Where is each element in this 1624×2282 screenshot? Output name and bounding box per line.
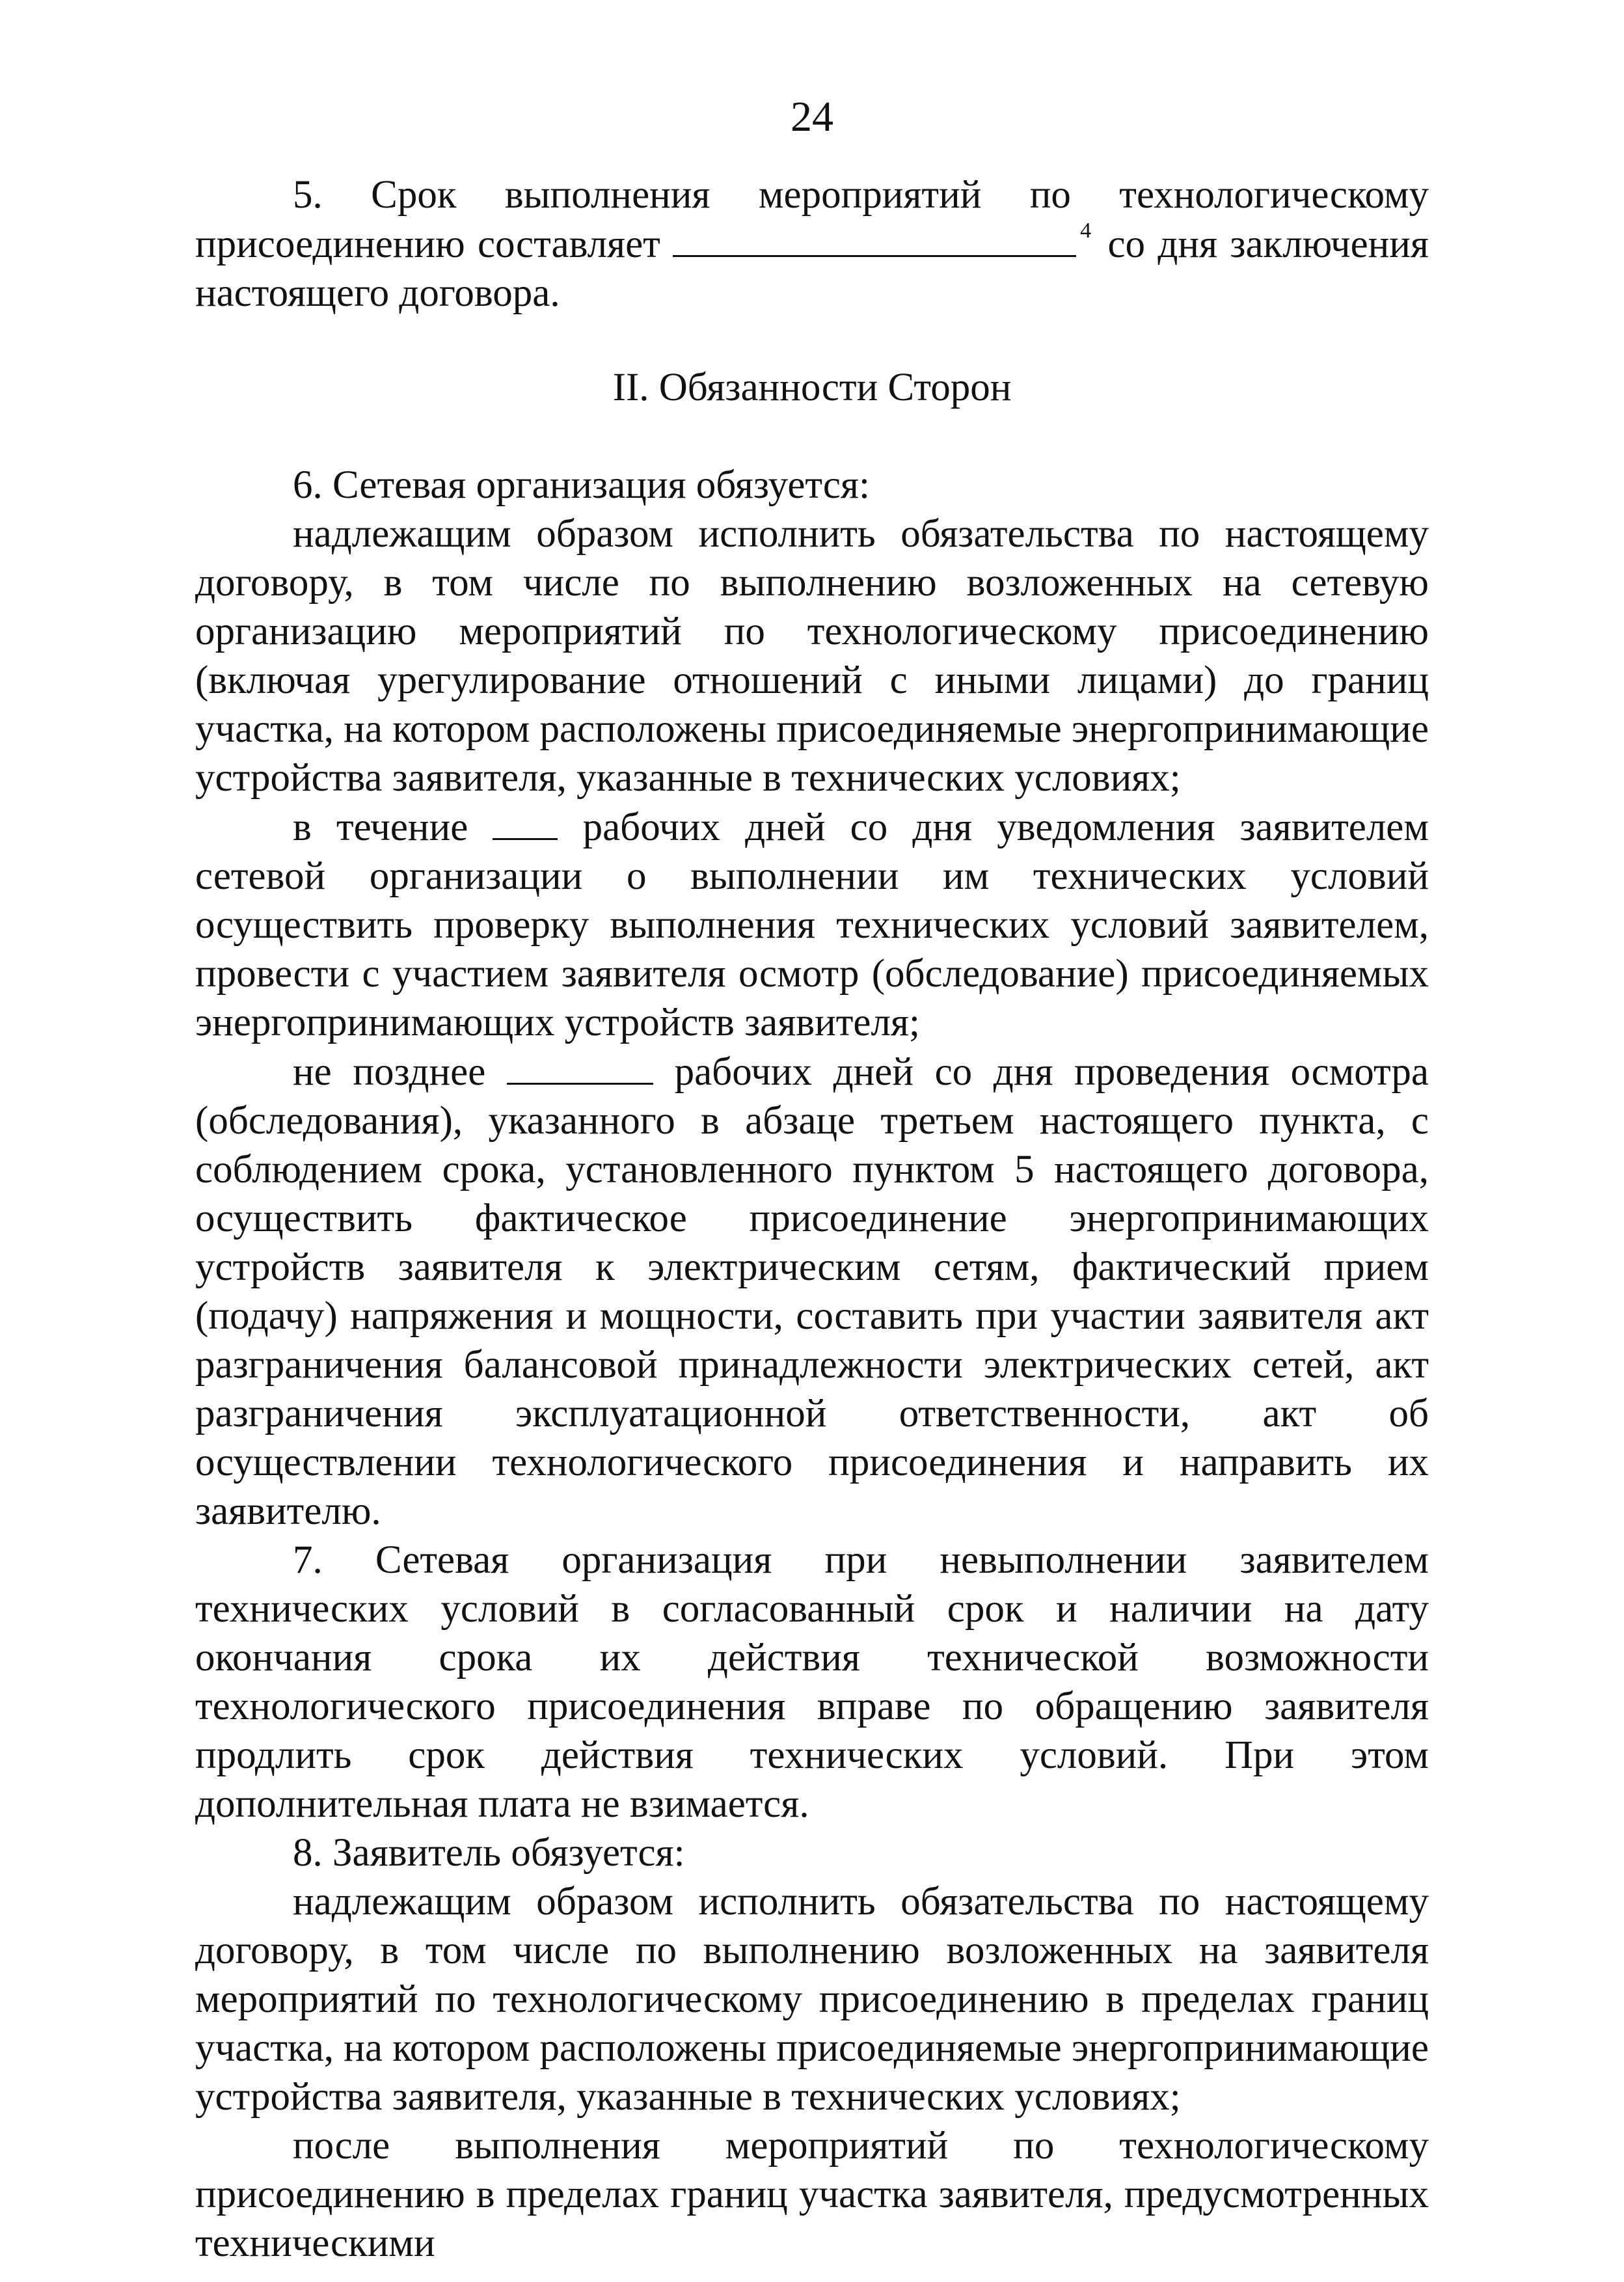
days-blank-1	[493, 802, 558, 840]
clause-6-p2-rest: рабочих дней со дня уведомления заявителем сетевой организации о выполнении им технических условий осуществить проверку выполнения технических условий заявителем, провести с участием заявителя осмотр (обследование) присоединяемых энергопринимающих устройств заявителя;	[195, 805, 1429, 1044]
clause-6-paragraph-1: надлежащим образом исполнить обязательства по настоящему договору, в том числе по выполнению возложенных на сетевую организацию мероприятий по технологическому присоединению (включая урегулирование отношений с иными лицами) до границ участка, на котором расположены присоединяемые энергопринимающие устройства заявителя, указанные в технических условиях;	[195, 511, 1429, 800]
section-heading: II. Обязанности Сторон	[612, 365, 1012, 409]
clause-6-p3-start: не позднее	[293, 1050, 507, 1094]
days-blank-2	[507, 1047, 653, 1085]
clause-8-paragraph-1: надлежащим образом исполнить обязательства по настоящему договору, в том числе по выполнению возложенных на заявителя мероприятий по технологическому присоединению в пределах границ участка, на котором расположены присоединяемые энергопринимающие устройства заявителя, указанные в технических условиях;	[195, 1879, 1429, 2119]
page-number: 24	[791, 93, 833, 141]
clause-6-p2-start: в течение	[293, 805, 493, 849]
clause-6-paragraph-2	[195, 802, 1429, 1047]
clause-5	[195, 170, 1429, 318]
clause-5-text-start: 5. Срок выполнения мероприятий по технологическому присоединению составляет	[195, 173, 1429, 266]
clause-6-paragraph-3	[195, 1047, 1429, 1536]
clause-6-intro: 6. Сетевая организация обязуется:	[293, 463, 870, 507]
footnote-marker: 4	[1080, 218, 1092, 243]
clause-8-intro: 8. Заявитель обязуется:	[293, 1830, 685, 1875]
clause-8-paragraph-2: после выполнения мероприятий по технологическому присоединению в пределах границ участка заявителя, предусмотренных техническими	[195, 2123, 1429, 2265]
clause-6-p3-rest: рабочих дней со дня проведения осмотра (обследования), указанного в абзаце третьем настоящего пункта, с соблюдением срока, установленного пунктом 5 настоящего договора, осуществить фактическое присоединение энергопринимающих устройств заявителя к электрическим сетям, фактический прием (подачу) напряжения и мощности, составить при участии заявителя акт разграничения балансовой принадлежности электрических сетей, акт разграничения эксплуатационной ответственности, акт об осуществлении технологического присоединения и направить их заявителю.	[195, 1050, 1429, 1533]
clause-5-text-end: со дня заключения настоящего договора.	[195, 222, 1429, 315]
clause-7: 7. Сетевая организация при невыполнении заявителем технических условий в согласованный срок и наличии на дату окончания срока их действия технической возможности технологического присоединения вправе по обращению заявителя продлить срок действия технических условий. При этом дополнительная плата не взимается.	[195, 1538, 1429, 1826]
document-body	[195, 170, 1429, 2268]
duration-blank	[673, 219, 1076, 257]
